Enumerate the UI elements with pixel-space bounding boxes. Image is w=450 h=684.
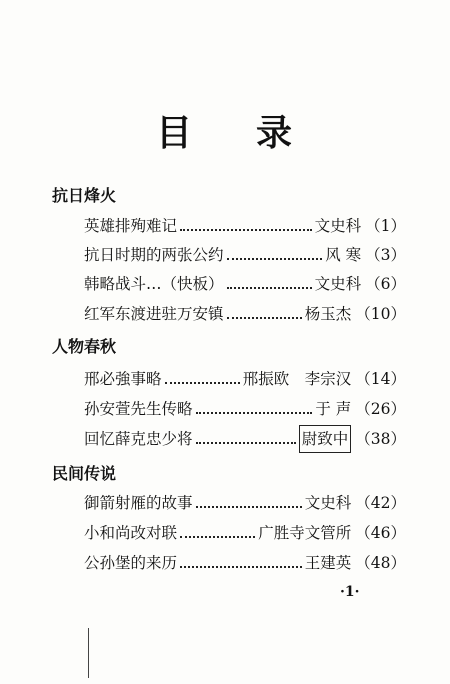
entry-author: 杨玉杰 [304,305,352,323]
entry-author: 广胜寺文管所 [258,524,352,542]
entry-page: （3） [365,246,406,264]
leader-dots [227,287,312,289]
entry-author: 邢振欧 李宗汉 [242,370,352,388]
title-char-2: 录 [256,112,293,154]
toc-entry[interactable] [84,242,406,268]
margin-line [88,628,89,678]
entry-title: 小和尚改对联 [84,524,178,542]
entry-author: 于 声 [315,400,352,418]
leader-dots [165,382,240,384]
entry-page: （42） [355,494,406,512]
entry-title: 孙安萱先生传略 [84,400,193,418]
page-number: ·1· [340,584,360,600]
toc-entry[interactable] [84,550,406,576]
toc-entry[interactable] [84,490,406,516]
entry-title: 英雄排殉难记 [84,217,178,235]
toc-entry[interactable] [84,213,406,239]
entry-author: 尉致中 [299,425,352,453]
entry-title: 抗日时期的两张公约 [84,246,224,264]
entry-title: 公孙堡的来历 [84,554,178,572]
entry-page: （46） [355,524,406,542]
leader-dots [196,442,296,444]
title-char-1: 目 [156,112,193,154]
section-heading-minjian: 民间传说 [52,464,117,483]
leader-dots [180,229,312,231]
entry-page: （6） [365,275,406,293]
section-heading-kangri: 抗日烽火 [52,186,117,205]
entry-page: （38） [355,430,406,448]
toc-entry[interactable] [84,426,406,452]
entry-title: 御箭射雁的故事 [84,494,193,512]
entry-author: 文史科 [314,217,362,235]
entry-title: 韩略战斗…（快板） [84,275,224,293]
leader-dots [196,412,313,414]
toc-entry[interactable] [84,396,406,422]
entry-page: （48） [355,554,406,572]
page-title [0,108,450,158]
entry-author: 文史科 [314,275,362,293]
toc-entry[interactable] [84,366,406,392]
toc-entry[interactable] [84,271,406,297]
leader-dots [227,258,323,260]
leader-dots [180,536,255,538]
entry-author: 文史科 [304,494,352,512]
entry-title: 回忆薛克忠少将 [84,430,193,448]
leader-dots [196,506,302,508]
entry-author: 王建英 [304,554,352,572]
section-heading-renwu: 人物春秋 [52,337,117,356]
entry-page: （10） [355,305,406,323]
entry-author: 风 寒 [325,246,362,264]
entry-page: （14） [355,370,406,388]
entry-title: 红军东渡进驻万安镇 [84,305,224,323]
entry-title: 邢必強事略 [84,370,162,388]
toc-entry[interactable] [84,520,406,546]
entry-page: （1） [365,217,406,235]
toc-entry[interactable] [84,301,406,327]
leader-dots [227,317,302,319]
leader-dots [180,566,302,568]
entry-page: （26） [355,400,406,418]
